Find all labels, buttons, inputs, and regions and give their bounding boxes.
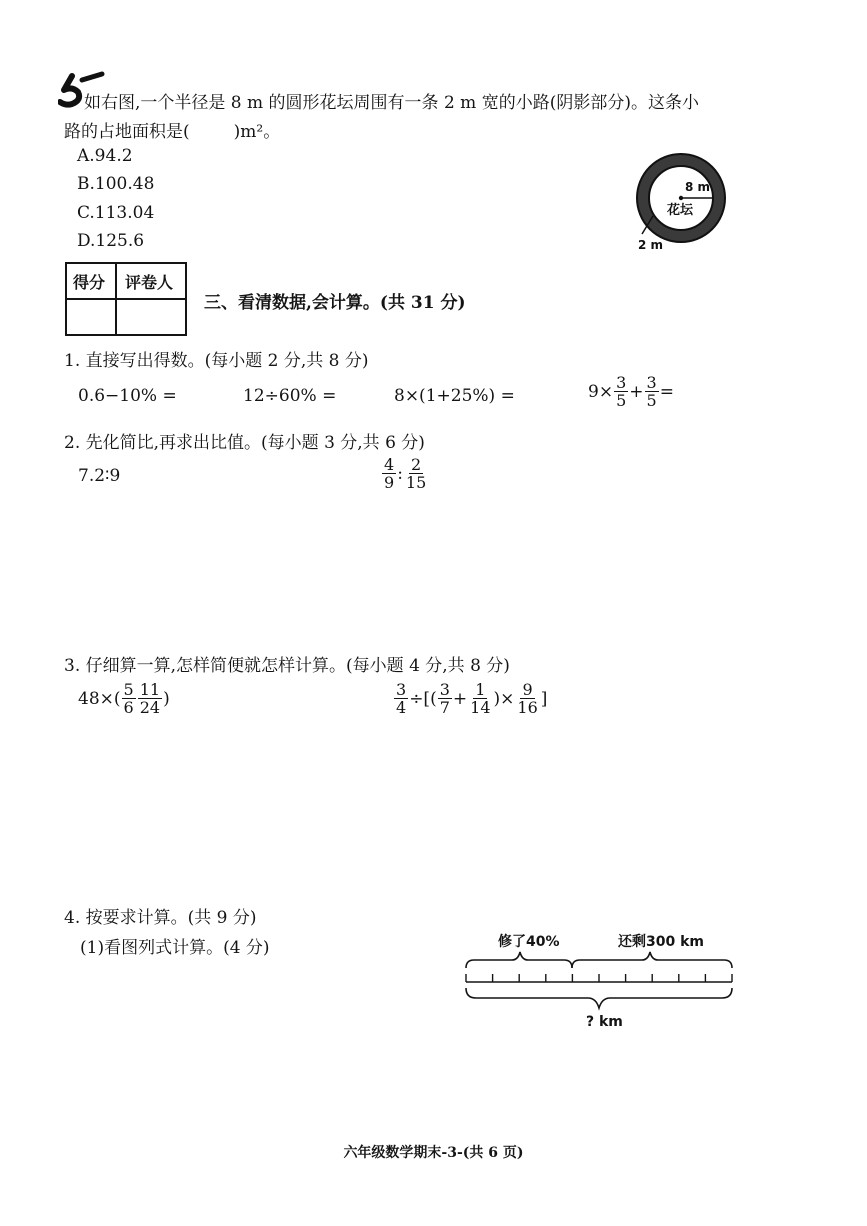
fraction: $\frac{4}{9}$	[384, 455, 395, 492]
flowerbed-label: 花坛	[667, 203, 694, 218]
option-a: A.94.2	[77, 146, 133, 166]
fraction: $\frac{3}{5}$	[646, 373, 657, 410]
part-1-item-1: 0.6−10% =	[78, 386, 177, 406]
grader-header: 评卷人	[125, 273, 174, 292]
segment-diagram	[458, 928, 748, 1038]
repaired-label: 修了40%	[498, 934, 560, 950]
option-d: D.125.6	[77, 231, 145, 251]
part-4-title: 4. 按要求计算。(共 9 分)	[64, 908, 257, 928]
fraction: $\frac{3}{7}$	[439, 680, 450, 717]
path-width-label: 2 m	[638, 238, 664, 252]
fraction: $\frac{11}{24}$	[139, 680, 161, 717]
question-5-line2	[64, 117, 280, 142]
remaining-label: 还剩300 km	[618, 934, 704, 950]
part-4-sub-1: (1)看图列式计算。(4 分)	[80, 938, 270, 958]
score-header: 得分	[73, 273, 106, 292]
question-5-line1: 如右图,一个半径是 8 m 的圆形花坛周围有一条 2 m 宽的小路(阴影部分)。这条小	[84, 93, 699, 113]
part-2-item-2: $\frac{4}{9}$ : $\frac{2}{15}$	[384, 455, 427, 492]
radius-label: 8 m	[685, 180, 711, 194]
part-1-item-3: 8×(1+25%) =	[394, 386, 515, 406]
flowerbed-figure	[626, 148, 736, 258]
option-c: C.113.04	[77, 203, 155, 223]
option-b: B.100.48	[77, 174, 155, 194]
part-1-item-2: 12÷60% =	[243, 386, 337, 406]
part-2-item-1: 7.2∶9	[78, 466, 121, 486]
part-1-title: 1. 直接写出得数。(每小题 2 分,共 8 分)	[64, 351, 369, 371]
fraction: $\frac{9}{16}$	[517, 680, 538, 717]
question-5-blank-prefix: 路的占地面积是(	[64, 122, 190, 142]
fraction: $\frac{1}{14}$	[470, 680, 491, 717]
question-5-blank-suffix: )m²。	[233, 122, 281, 142]
part-3-item-1: 48×( $\frac{5}{6}$ $\frac{11}{24}$ )	[78, 680, 170, 717]
part-3-title: 3. 仔细算一算,怎样简便就怎样计算。(每小题 4 分,共 8 分)	[64, 656, 510, 676]
section-3-title: 三、看清数据,会计算。(共 31 分)	[204, 293, 466, 313]
fraction: $\frac{5}{6}$	[123, 680, 134, 717]
score-table	[65, 262, 187, 336]
part-3-item-2: $\frac{3}{4}$ ÷[( $\frac{3}{7}$ + $\frac{1}{14}$ )× $\frac{9}{16}$ ]	[396, 680, 548, 717]
fraction: $\frac{3}{5}$	[616, 373, 627, 410]
total-label: ? km	[586, 1014, 623, 1030]
part-1-item-4: 9× $\frac{3}{5}$ + $\frac{3}{5}$ =	[588, 373, 674, 410]
page-footer: 六年级数学期末-3-(共 6 页)	[343, 1145, 524, 1161]
part-2-title: 2. 先化简比,再求出比值。(每小题 3 分,共 6 分)	[64, 433, 425, 453]
fraction: $\frac{3}{4}$	[396, 680, 407, 717]
fraction: $\frac{2}{15}$	[405, 455, 427, 492]
segment-ticks	[466, 974, 732, 982]
